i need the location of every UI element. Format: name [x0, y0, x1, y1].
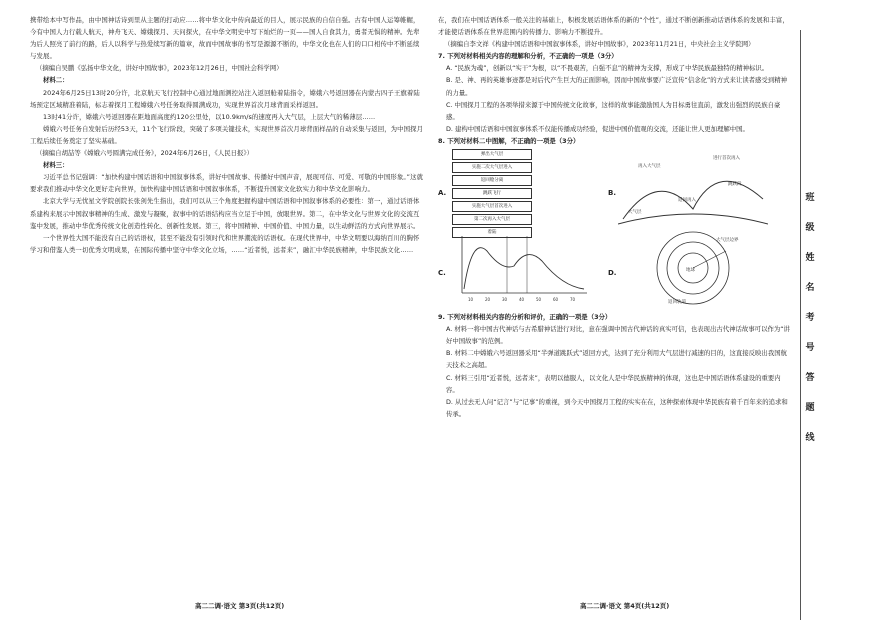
material-2-para-a: 2024年6月25日13时20分许，北京航天飞行控制中心通过地面测控站注入返回舱着陆指令，嫦娥六号返回器在内蒙古四子王旗着陆场预定区域精准着陆，标志着探月工程嫦娥六号任务取得圆满成功，实现世界首次月球背面采样返回。	[30, 88, 420, 109]
question-7: 7. 下列对材料相关内容的理解和分析，不正确的一项是（3分）	[438, 52, 618, 61]
right-intro: 在，我们在中国话语体系一般关注的基础上，积极发展话语体系的新的“个性”，通过不断创新推动话语体系的发展和丰富，才能使话语体系在世界范围内的传播力、影响力不断提升。	[438, 16, 789, 37]
question-9: 9. 下列对材料相关内容的分析和评价，正确的一项是（3分）	[438, 313, 612, 322]
left-column	[30, 14, 425, 256]
fig-c-tick: 20	[485, 297, 491, 303]
fig-d-text: 地球	[686, 268, 695, 274]
material-3-para-b: 北京大学与无忧星文学院创院长张剑先生指出，我们可以从三个角度把握构建中国话语和中国叙事体系的必要性：第一，通过话语体系建构来展示中国叙事精神的生成、激发与凝聚，叙事中的话语结构应当立足于中国，放眼世界。第二，在中华文化与世界文化的交流互鉴中发展，推动中华优秀传统文化创造性转化、创新性发展。第三，将中国精神、中国价值、中国力量，以生动鲜活的方式向世界展示。	[30, 197, 420, 230]
fig-c-tick: 40	[519, 297, 525, 303]
q7-option-a: A. “民族为魂”，创新以“实干”为根，以“不畏艰苦，自强不息”的精神为支撑，形成了中华民族最独特的精神标识。	[446, 64, 769, 73]
fig-b-trajectory	[618, 149, 768, 227]
fig-b-text: 返回再入	[678, 198, 696, 204]
fig-a-label: A.	[438, 189, 447, 198]
fig-a-box: 实施大气层首次进入	[452, 201, 532, 212]
material-2-para-b: 13时41分许，嫦娥六号返回器在距地面高度约120公里处，以10.9km/s的速度再入大气层，上层大气的稀薄层……	[43, 112, 376, 121]
fig-a-box: 实施二次大气层进入	[452, 162, 532, 173]
margin-char: 号	[805, 343, 815, 353]
binding-margin	[800, 0, 870, 615]
fig-b-text: 进行首次再入	[713, 156, 740, 162]
fig-d-orbit	[628, 229, 758, 307]
material-3-heading: 材料三：	[43, 161, 69, 170]
fig-d-label: D.	[608, 269, 617, 278]
margin-char: 姓	[805, 253, 815, 263]
material-2-heading: 材料二：	[43, 76, 69, 85]
question-8: 8. 下列对材料二中图解，不正确的一项是（3分）	[438, 136, 580, 145]
fig-d-text: 返回轨道	[668, 300, 686, 306]
fig-c-tick: 70	[570, 297, 576, 303]
fig-c-tick: 30	[502, 297, 508, 303]
margin-char: 名	[805, 283, 815, 293]
fig-a-box: 返回舱分离	[452, 175, 532, 186]
fig-c-chart	[452, 231, 592, 303]
fig-b-text: 跳跃段	[728, 182, 742, 188]
material-2-para-c: 嫦娥六号任务自发射后历经53天，11个飞行阶段，突破了多项关键技术，实现世界首次月球背面样品的自动采集与返回，为中国探月工程后续任务奠定了坚实基础。	[30, 124, 424, 145]
q9-option-c: C. 材料三引用“近者悦，远者来”，表明以德服人，以文化人是中华民族精神的体现，这也是中国话语体系建设的重要内容。	[446, 373, 781, 394]
q7-option-d: D. 建构中国话语和中国叙事体系不仅能传播成功经验，促进中国价值观的交流，还能让世人更加理解中国。	[446, 124, 749, 133]
fig-a-box: 弹出大气层	[452, 149, 532, 160]
material-3-para-c: 一个世界性大国不能没有自己的话语权，甚至不能没有引领时代和世界潮流的话语权。在现代世界中，中华文明要以海纳百川的胸怀学习和借鉴人类一切优秀文明成果，在国际传播中坚守中华文化立场，……“近者悦，远者来”，融汇中华民族精神，中华民族文化……	[30, 233, 420, 254]
fig-b-text: 再入大气层	[638, 164, 661, 170]
fig-c-tick: 60	[553, 297, 559, 303]
binding-margin-chars	[803, 190, 817, 460]
right-column	[438, 14, 790, 420]
left-para-1: 携带绘本中写作品，由中国神话诗到里从主题的打动应……将中华文化中传向最近的目人，展示民族的自信自强。古有中国人运筹帷幄，今有中国人力行载人航天，神舟飞天、嫦娥探月、天问探火，在中华文明史中写下灿烂的一页——国人自食其力，勇者无惧的精神。先辈为后人照亮了前行的路，后人以科学与热爱续写新的篇章，故而中国故事的书写是源源不断的，中华文化也在人们的口口相传中不断延续与发展。	[30, 16, 420, 61]
fig-a-box: 着陆	[452, 227, 532, 238]
q9-option-b: B. 材料二中嫦娥六号返回器采用“半弹道跳跃式”返回方式，达到了充分利用大气层进行减速的目的，这直接反映出我国航天技术之高超。	[446, 349, 787, 370]
fig-b-label: B.	[608, 189, 616, 198]
fig-c-tick: 10	[468, 297, 474, 303]
fig-a-box: 跳跃飞行	[452, 188, 532, 199]
fig-c-label: C.	[438, 269, 446, 278]
right-page-footer: 高二二调·语文 第4页(共12页)	[580, 602, 670, 610]
margin-char: 答	[805, 373, 815, 383]
q7-option-b: B. 是、神、再的英雄事迹都是对后代产生巨大的正面影响，因而中国故事要广泛宣传“信念化”的方式来让读者感受到精神的力量。	[446, 76, 787, 97]
q9-option-d: D. 从过去无人问“记言”与“记事”的重视，到今天中国探月工程的实实在在，这种探索体现中华民族有着千百年来的追求和传承。	[446, 397, 788, 418]
binding-line	[800, 30, 801, 620]
margin-char: 考	[805, 313, 815, 323]
margin-char: 级	[805, 223, 815, 233]
q9-option-a: A. 材料一将中国古代神话与古希腊神话进行对比，意在强调中国古代神话的真实可信，也表现出古代神话故事可以作为“讲好中国故事”的范例。	[446, 325, 790, 346]
material-3-para-a: 习近平总书记强调：“加快构建中国话语和中国叙事体系，讲好中国故事、传播好中国声音，展现可信、可爱、可敬的中国形象。”这就要求我们推动中华文化更好走向世界，加快构建中国话语和中国叙事体系，不断提升国家文化软实力和中华文化影响力。	[30, 173, 424, 194]
margin-char: 线	[805, 433, 815, 443]
fig-c-tick: 50	[536, 297, 542, 303]
left-page-footer: 高二二调·语文 第3页(共12页)	[195, 602, 285, 610]
fig-b-text: 大气层	[628, 210, 642, 216]
right-source-3: （摘编自李文祥《构建中国话语和中国叙事体系，讲好中国故事》，2023年11月21日，中央社会主义学院网）	[444, 40, 755, 49]
left-source-1: （摘编自吴鹏《弘扬中华文化，讲好中国故事》，2023年12月26日，中国社会科学网）	[36, 64, 283, 73]
fig-d-text: 大气层边界	[716, 238, 739, 244]
fig-a-box: 第二次再入大气层	[452, 214, 532, 225]
margin-char: 班	[805, 193, 815, 203]
q7-option-c: C. 中国探月工程的各项举措来源于中国传统文化故事，这样的故事能激励国人为目标勇往直前，激发出强烈的民族自豪感。	[446, 100, 781, 121]
margin-char: 题	[805, 403, 815, 413]
fig-a-diagram	[452, 149, 532, 240]
left-source-2: （摘编自胡喆等《嫦娥六号圆满完成任务》，2024年6月26日，《人民日报》）	[36, 149, 253, 158]
question-8-figures	[438, 149, 790, 307]
